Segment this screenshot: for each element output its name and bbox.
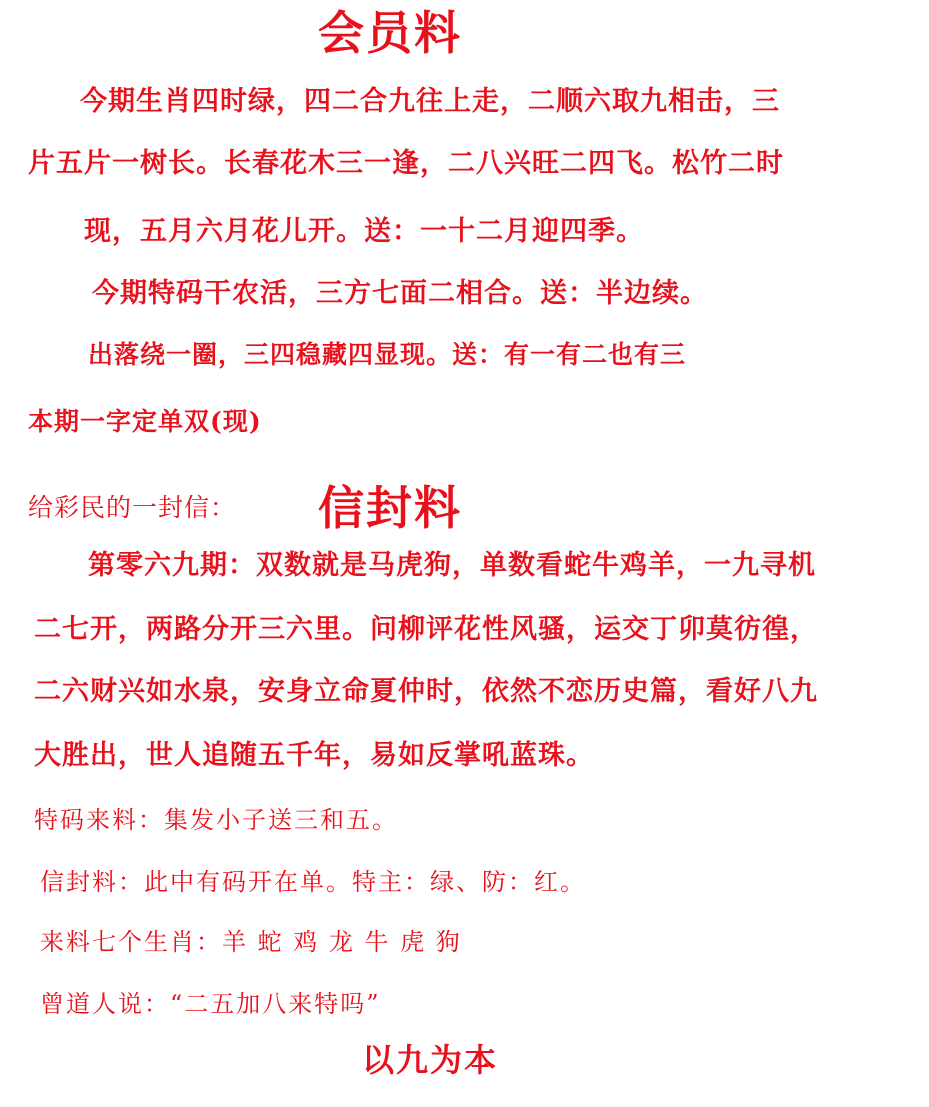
letter-line-4: 大胜出，世人追随五千年，易如反掌吼蓝珠。 [34, 740, 594, 771]
note-zeng-daoren: 曾道人说：“二五加八来特吗” [40, 990, 381, 1018]
note-envelope: 信封料：此中有码开在单。特主：绿、防：红。 [40, 868, 586, 896]
member-line-6: 本期一字定单双(现) [28, 407, 262, 436]
letter-line-3: 二六财兴如水泉，安身立命夏仲时，依然不恋历史篇，看好八九 [34, 676, 818, 707]
member-title: 会员料 [318, 6, 462, 60]
note-seven-zodiac: 来料七个生肖：羊 蛇 鸡 龙 牛 虎 狗 [40, 928, 462, 956]
member-line-3: 现，五月六月花儿开。送：一十二月迎四季。 [84, 216, 644, 247]
closing-line: 以九为本 [362, 1041, 499, 1079]
note-special-code: 特码来料：集发小子送三和五。 [34, 806, 398, 834]
member-line-1: 今期生肖四时绿，四二合九往上走，二顺六取九相击，三 [80, 86, 780, 117]
letter-line-2: 二七开，两路分开三六里。问柳评花性风骚，运交丁卯莫彷徨， [34, 614, 818, 645]
letter-title: 信封料 [318, 481, 462, 535]
member-line-5: 出落绕一圈，三四稳藏四显现。送：有一有二也有三 [88, 340, 687, 369]
letter-intro: 给彩民的一封信： [28, 493, 237, 522]
member-line-2: 片五片一树长。长春花木三一逢，二八兴旺二四飞。松竹二时 [28, 148, 784, 179]
letter-line-1: 第零六九期：双数就是马虎狗，单数看蛇牛鸡羊，一九寻机 [88, 550, 816, 581]
member-line-4: 今期特码干农活，三方七面二相合。送：半边续。 [92, 278, 708, 309]
